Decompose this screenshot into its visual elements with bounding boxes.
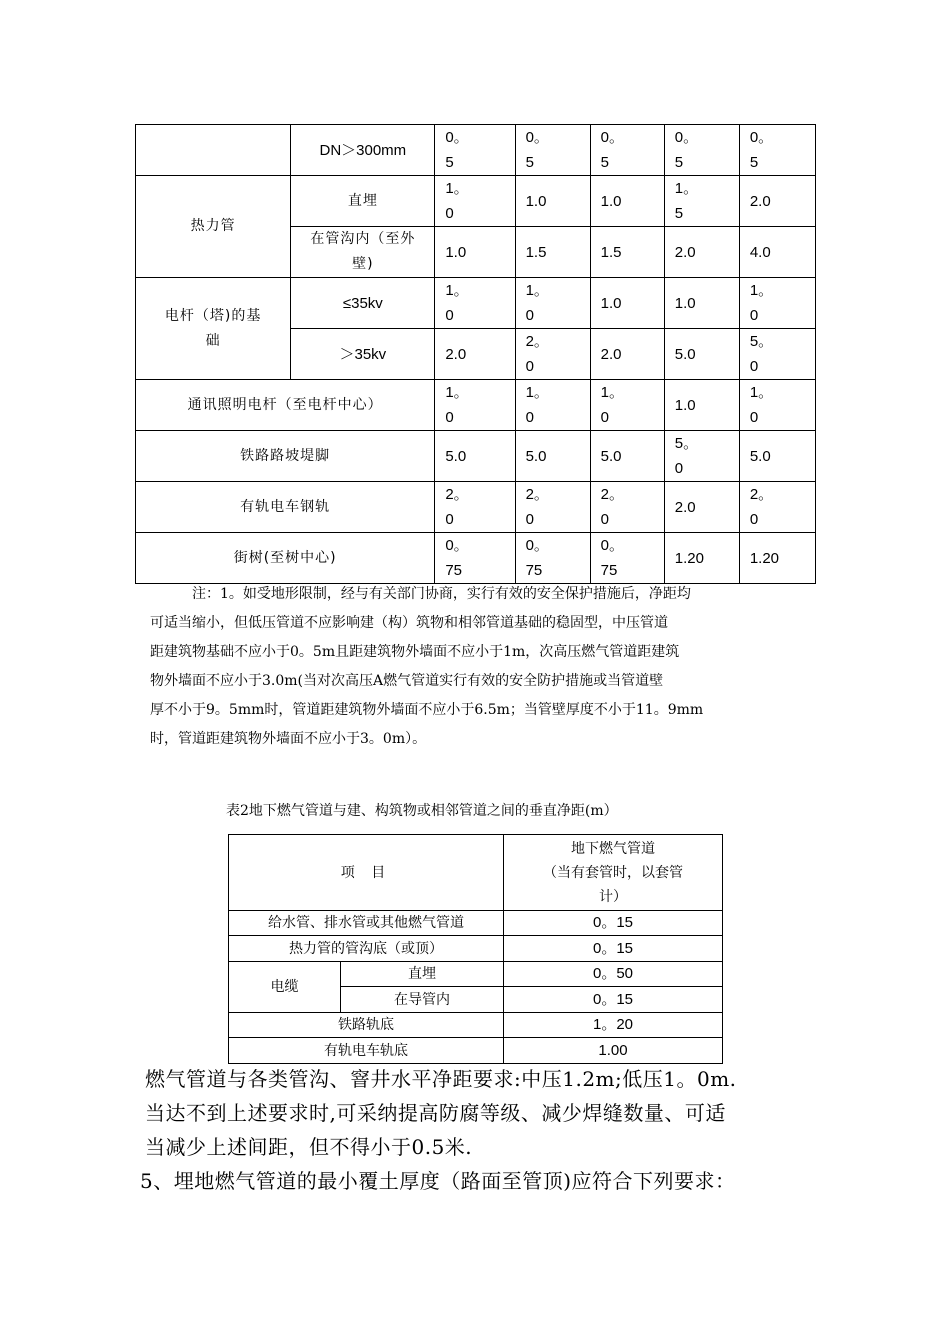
row-group-label: 电杆（塔)的基 础: [136, 278, 291, 380]
table-cell: 1.5: [515, 227, 590, 278]
table-cell: 2。 0: [515, 329, 590, 380]
row-label: 有轨电车钢轨: [136, 482, 435, 533]
body-line: 当减少上述间距，但不得小于0.5米.: [145, 1135, 473, 1159]
table-cell: 0。15: [504, 911, 723, 936]
row-label: 街树(至树中心): [136, 533, 435, 584]
body-line: 当达不到上述要求时,可采纳提高防腐等级、减少焊缝数量、可适: [145, 1101, 726, 1125]
table-cell: 1.0: [515, 176, 590, 227]
table-cell: 1.0: [664, 278, 739, 329]
table-cell: 1.0: [664, 380, 739, 431]
row-label: 给水管、排水管或其他燃气管道: [229, 911, 504, 936]
table-cell: 2.0: [435, 329, 515, 380]
table-cell: 2。 0: [435, 482, 515, 533]
table-cell: 1。 0: [590, 380, 664, 431]
table-cell: 1。 0: [435, 380, 515, 431]
table-cell: 1。20: [504, 1013, 723, 1038]
table-cell: 2。 0: [515, 482, 590, 533]
row-label: 在管沟内（至外 壁): [291, 227, 435, 278]
row-label: 有轨电车轨底: [229, 1038, 504, 1064]
row-label: 在导管内: [341, 987, 504, 1013]
table-cell: 1.20: [739, 533, 815, 584]
table-cell: 5.0: [664, 329, 739, 380]
table-cell: [136, 125, 291, 176]
table-cell: 1.00: [504, 1038, 723, 1064]
table-cell: 0。 75: [590, 533, 664, 584]
table-cell: 1。 5: [664, 176, 739, 227]
table-cell: 2.0: [664, 227, 739, 278]
row-label: 铁路轨底: [229, 1013, 504, 1038]
vertical-clearance-table: [228, 834, 723, 1064]
table-cell: 0。 5: [435, 125, 515, 176]
note-line: 厚不小于9。5mm时，管道距建筑物外墙面不应小于6.5m；当管壁厚度不小于11。9mm: [150, 702, 704, 718]
horizontal-clearance-table: [135, 124, 816, 584]
row-label: DN＞300mm: [291, 125, 435, 176]
table-cell: 5.0: [590, 431, 664, 482]
table-cell: 1.0: [590, 176, 664, 227]
table-cell: 2.0: [739, 176, 815, 227]
table-caption: 表2地下燃气管道与建、构筑物或相邻管道之间的垂直净距(m）: [226, 803, 618, 819]
row-label: 通讯照明电杆（至电杆中心）: [136, 380, 435, 431]
table-cell: 1。 0: [515, 380, 590, 431]
table-cell: 4.0: [739, 227, 815, 278]
table-cell: 0。 5: [739, 125, 815, 176]
table-cell: 1。 0: [515, 278, 590, 329]
note-line: 注：1。如受地形限制，经与有关部门协商，实行有效的安全保护措施后，净距均: [192, 586, 691, 602]
table-cell: 0。 5: [664, 125, 739, 176]
table-cell: 2。 0: [739, 482, 815, 533]
table-cell: 1.0: [435, 227, 515, 278]
row-label: 热力管的管沟底（或顶）: [229, 936, 504, 962]
table-cell: 5.0: [739, 431, 815, 482]
header-item: 项 目: [229, 835, 504, 911]
row-label: 直埋: [291, 176, 435, 227]
note-line: 可适当缩小，但低压管道不应影响建（构）筑物和相邻管道基础的稳固型，中压管道: [150, 615, 668, 631]
table-cell: 0。15: [504, 936, 723, 962]
table-cell: 5。 0: [664, 431, 739, 482]
table-cell: 0。15: [504, 987, 723, 1013]
row-label: 直埋: [341, 962, 504, 987]
table-cell: 5.0: [435, 431, 515, 482]
table-cell: 5。 0: [739, 329, 815, 380]
table-cell: 0。50: [504, 962, 723, 987]
row-group-label: 热力管: [136, 176, 291, 278]
table-cell: 0。 75: [515, 533, 590, 584]
table-cell: 1。 0: [435, 176, 515, 227]
table-cell: 1.0: [590, 278, 664, 329]
note-line: 时，管道距建筑物外墙面不应小于3。0m）。: [150, 731, 427, 747]
table-cell: 1.5: [590, 227, 664, 278]
table-note: [150, 580, 798, 754]
note-line: 物外墙面不应小于3.0m(当对次高压A燃气管道实行有效的安全防护措施或当管道壁: [150, 673, 664, 689]
row-label: ≤35kv: [291, 278, 435, 329]
table-cell: 0。 5: [515, 125, 590, 176]
row-label: ＞35kv: [291, 329, 435, 380]
table-cell: 2.0: [590, 329, 664, 380]
table-cell: 1.20: [664, 533, 739, 584]
section-heading: 5、埋地燃气管道的最小覆土厚度（路面至管顶)应符合下列要求：: [140, 1169, 736, 1193]
table-cell: 1。 0: [435, 278, 515, 329]
table-cell: 2.0: [664, 482, 739, 533]
body-paragraph: [140, 1062, 805, 1198]
table-cell: 1。 0: [739, 278, 815, 329]
table-cell: 0。 75: [435, 533, 515, 584]
table-cell: 5.0: [515, 431, 590, 482]
note-line: 距建筑物基础不应小于0。5m且距建筑物外墙面不应小于1m，次高压燃气管道距建筑: [150, 644, 680, 660]
table-cell: 1。 0: [739, 380, 815, 431]
row-label: 铁路路坡堤脚: [136, 431, 435, 482]
table-cell: 0。 5: [590, 125, 664, 176]
body-line: 燃气管道与各类管沟、窨井水平净距要求:中压1.2m;低压1。0m.: [145, 1067, 737, 1091]
header-value: 地下燃气管道 （当有套管时，以套管 计）: [504, 835, 723, 911]
table-cell: 2。 0: [590, 482, 664, 533]
row-group-label: 电缆: [229, 962, 341, 1013]
